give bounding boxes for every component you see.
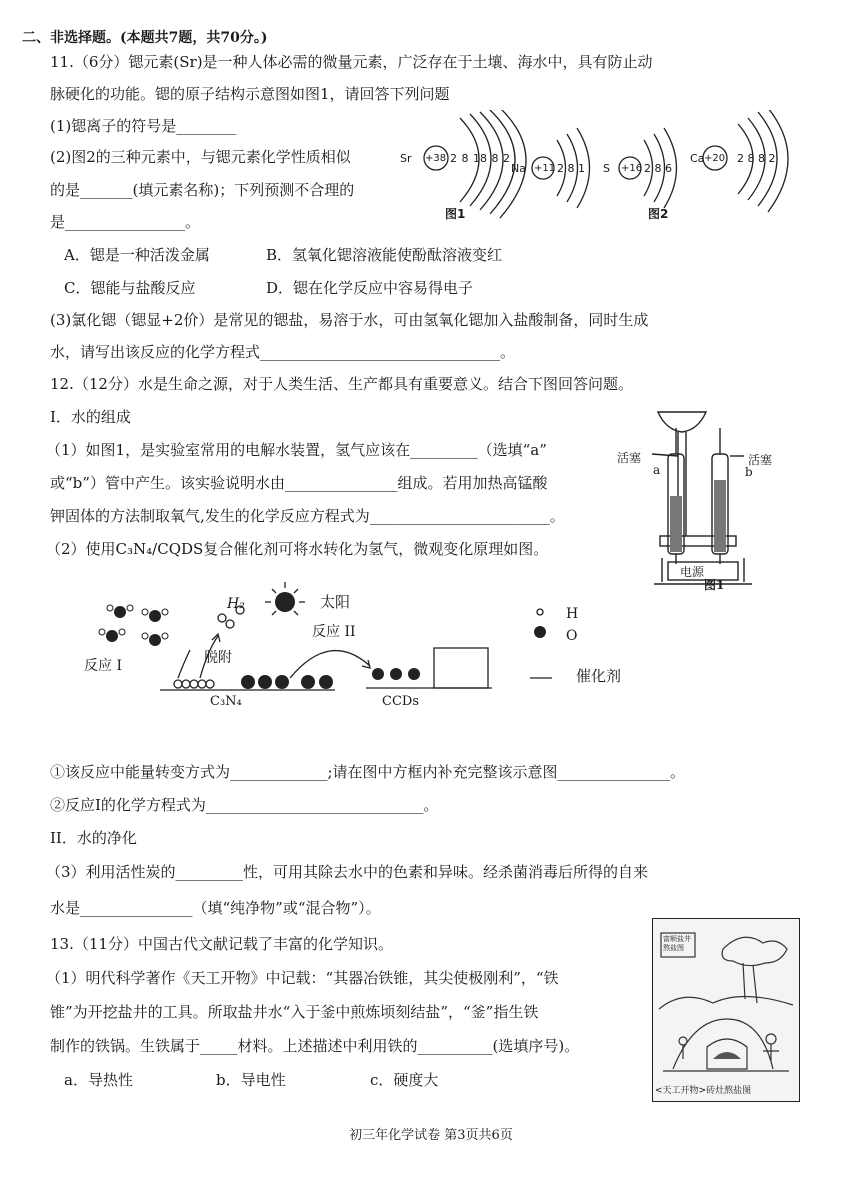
ccds-label: CCDs <box>382 694 419 709</box>
q11-part2a: (2)图2的三种元素中，与锶元素化学性质相似 <box>50 148 351 166</box>
ca-nucleus: +20 <box>704 153 726 164</box>
q11-line2: 脉硬化的功能。锶的原子结构示意图如图1，请回答下列问题 <box>50 85 450 103</box>
reaction-2-label: 反应 II <box>312 624 356 640</box>
q13-option-c: c．硬度大 <box>370 1071 439 1089</box>
power-supply-label: 电源 <box>680 565 705 579</box>
apparatus-caption: 图1 <box>704 578 725 592</box>
ca-shells: 2 8 8 2 <box>737 152 776 165</box>
q13-part1b: 锥”为开挖盐井的工具。所取盐井水“入于釜中煎炼顷刻结盐”，“釜”指生铁 <box>50 1003 539 1021</box>
q11-line1: 11.（6分）锶元素(Sr)是一种人体必需的微量元素，广泛存在于土壤、海水中，具有防止动 <box>50 53 653 71</box>
na-nucleus: +11 <box>534 163 556 174</box>
section-header: 二、非选择题。(本题共7题，共70分。) <box>22 30 268 46</box>
s-symbol: S <box>603 162 610 175</box>
h2-label: H₂ <box>227 596 245 612</box>
q12-sub2: ②反应I的化学方程式为_____________________________。 <box>50 796 439 814</box>
s-nucleus: +16 <box>621 163 643 174</box>
q13-line1: 13.（11分）中国古代文献记载了丰富的化学知识。 <box>50 935 393 953</box>
salt-boiling-woodcut <box>652 918 800 1102</box>
sr-nucleus: +38 <box>425 153 447 164</box>
fig2-caption: 图2 <box>648 207 669 221</box>
apparatus-right-stopcock: 活塞 <box>748 453 773 467</box>
legend-h: H <box>566 606 579 622</box>
q12-part3a: （3）利用活性炭的_________性，可用其除去水中的色素和异味。经杀菌消毒后所得的自来 <box>46 863 649 881</box>
q12-part1c: 钾固体的方法制取氧气,发生的化学反应方程式为________________________。 <box>50 507 565 525</box>
tube-a-label: a <box>653 463 661 477</box>
woodcut-title: 富顺盐井 熬盐图 <box>663 935 691 952</box>
q11-part3a: (3)氯化锶（锶显+2价）是常见的锶盐，易溶于水，可由氢氧化锶加入盐酸制备，同时生成 <box>50 311 649 329</box>
q11-option-d: D．锶在化学反应中容易得电子 <box>266 279 474 297</box>
tube-b-label: b <box>745 465 753 479</box>
apparatus-left-stopcock: 活塞 <box>617 451 642 465</box>
sr-shells: 2 8 18 8 2 <box>450 152 510 165</box>
q13-part1c: 制作的铁锅。生铁属于_____材料。上述描述中利用铁的__________(选填序号)。 <box>50 1037 580 1055</box>
ca-symbol: Ca <box>690 152 705 165</box>
q13-option-b: b．导电性 <box>216 1071 286 1089</box>
q11-option-a: A．锶是一种活泼金属 <box>64 246 210 264</box>
legend-catalyst: 催化剂 <box>576 667 622 685</box>
legend-o: O <box>566 628 578 644</box>
page-footer: 初三年化学试卷 第3页共6页 <box>349 1128 513 1143</box>
fig1-caption: 图1 <box>445 207 466 221</box>
q12-section1: I．水的组成 <box>50 408 131 426</box>
q12-section2: II．水的净化 <box>50 829 137 847</box>
q11-part2b: 的是_______(填元素名称)；下列预测不合理的 <box>50 181 355 199</box>
s-shells: 2 8 6 <box>644 162 672 175</box>
q12-part3b: 水是_______________（填“纯净物”或“混合物”）。 <box>50 899 381 917</box>
sun-label: 太阳 <box>320 593 351 611</box>
q13-option-a: a．导热性 <box>64 1071 133 1089</box>
reaction-1-label: 反应 I <box>84 658 122 674</box>
q11-option-c: C．锶能与盐酸反应 <box>64 279 196 297</box>
woodcut-caption: <天工开物>砖灶熬盐图 <box>655 1086 752 1096</box>
q12-part1a: （1）如图1，是实验室常用的电解水装置，氢气应该在_________（选填“a” <box>46 441 547 459</box>
q12-part1b: 或“b”）管中产生。该实验说明水由_______________组成。若用加热高锰酸 <box>50 474 548 492</box>
q13-part1a: （1）明代科学著作《天工开物》中记载：“其器冶铁锥，其尖使极刚利”，“铁 <box>46 969 559 987</box>
sr-symbol: Sr <box>400 152 412 165</box>
c3n4-label: C₃N₄ <box>210 694 242 709</box>
q11-option-b: B．氢氧化锶溶液能使酚酞溶液变红 <box>266 246 503 264</box>
q12-sub1: ①该反应中能量转变方式为_____________;请在图中方框内补充完整该示意图_______________。 <box>50 763 686 781</box>
desorption-label: 脱附 <box>204 650 232 666</box>
q11-part2c: 是________________。 <box>50 213 201 231</box>
q11-part3b: 水，请写出该反应的化学方程式________________________________。 <box>50 343 516 361</box>
q12-part2: （2）使用C₃N₄/CQDS复合催化剂可将水转化为氢气，微观变化原理如图。 <box>46 540 549 558</box>
q12-line1: 12.（12分）水是生命之源，对于人类生活、生产都具有重要意义。结合下图回答问题。 <box>50 375 633 393</box>
na-symbol: Na <box>511 162 526 175</box>
na-shells: 2 8 1 <box>557 162 585 175</box>
q11-part1: (1)锶离子的符号是________ <box>50 117 237 135</box>
